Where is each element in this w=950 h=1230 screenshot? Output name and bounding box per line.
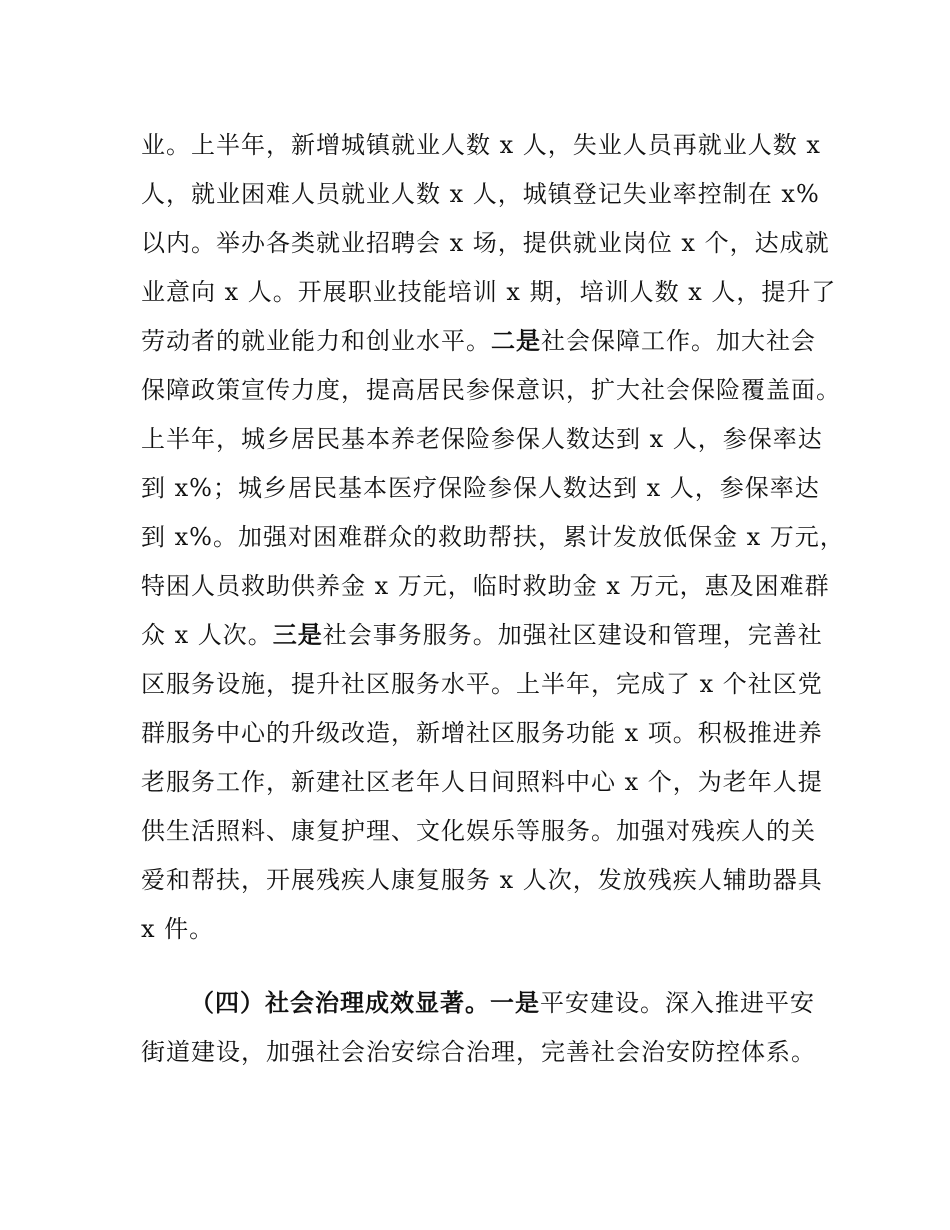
text-line (141, 512, 845, 562)
text-run: 到 x%。加强对困难群众的救助帮扶，累计发放低保金 x 万元， (141, 523, 845, 551)
text-run: 众 x 人次。 (141, 621, 273, 649)
text-run: 上半年，城乡居民基本养老保险参保人数达到 x 人，参保率达 (141, 425, 823, 453)
text-line (141, 757, 823, 807)
text-line (141, 169, 820, 219)
text-line (141, 610, 823, 660)
text-line (141, 708, 823, 758)
text-run: 区服务设施，提升社区服务水平。上半年，完成了 x 个社区党 (141, 670, 823, 698)
text-run: 供生活照料、康复护理、文化娱乐等服务。加强对残疾人的关 (141, 817, 816, 845)
text-line (141, 855, 823, 905)
text-line (141, 561, 830, 611)
text-line (141, 120, 821, 170)
bold-run: 二是 (491, 327, 541, 355)
text-run: 群服务中心的升级改造，新增社区服务功能 x 项。积极推进养 (141, 719, 823, 747)
section-heading: （四）社会治理成效显著。一是 (190, 989, 540, 1017)
text-run: 业意向 x 人。开展职业技能培训 x 期，培训人数 x 人，提升了 (141, 278, 837, 306)
text-run: 保障政策宣传力度，提高居民参保意识，扩大社会保险覆盖面。 (141, 376, 841, 404)
text-line (141, 365, 841, 415)
text-run: 业。上半年，新增城镇就业人数 x 人，失业人员再就业人数 x (141, 131, 821, 159)
text-run: 平安建设。深入推进平安 (540, 989, 815, 1017)
text-run: 街道建设，加强社会治安综合治理，完善社会治安防控体系。 (141, 1038, 816, 1066)
text-run: 特困人员救助供养金 x 万元，临时救助金 x 万元，惠及困难群 (141, 572, 830, 600)
text-run: 以内。举办各类就业招聘会 x 场，提供就业岗位 x 个，达成就 (141, 229, 830, 257)
text-line (141, 904, 214, 954)
text-run: 爱和帮扶，开展残疾人康复服务 x 人次，发放残疾人辅助器具 (141, 866, 823, 894)
text-run: 社会事务服务。加强社区建设和管理，完善社 (322, 621, 823, 649)
text-line (141, 218, 830, 268)
text-line (141, 316, 816, 366)
bold-run: 三是 (272, 621, 323, 649)
text-line (141, 463, 820, 513)
text-run: 老服务工作，新建社区老年人日间照料中心 x 个，为老年人提 (141, 768, 823, 796)
section-heading-line (190, 978, 815, 1028)
text-line (141, 267, 836, 317)
text-line (141, 1027, 816, 1077)
text-line (141, 414, 823, 464)
text-run: 社会保障工作。加大社会 (541, 327, 816, 355)
text-run: 劳动者的就业能力和创业水平。 (141, 327, 491, 355)
text-line (141, 659, 823, 709)
text-run: 到 x%；城乡居民基本医疗保险参保人数达到 x 人，参保率达 (141, 474, 820, 502)
text-run: 人，就业困难人员就业人数 x 人，城镇登记失业率控制在 x% (141, 180, 820, 208)
text-run: x 件。 (141, 915, 215, 943)
text-line (141, 806, 816, 856)
